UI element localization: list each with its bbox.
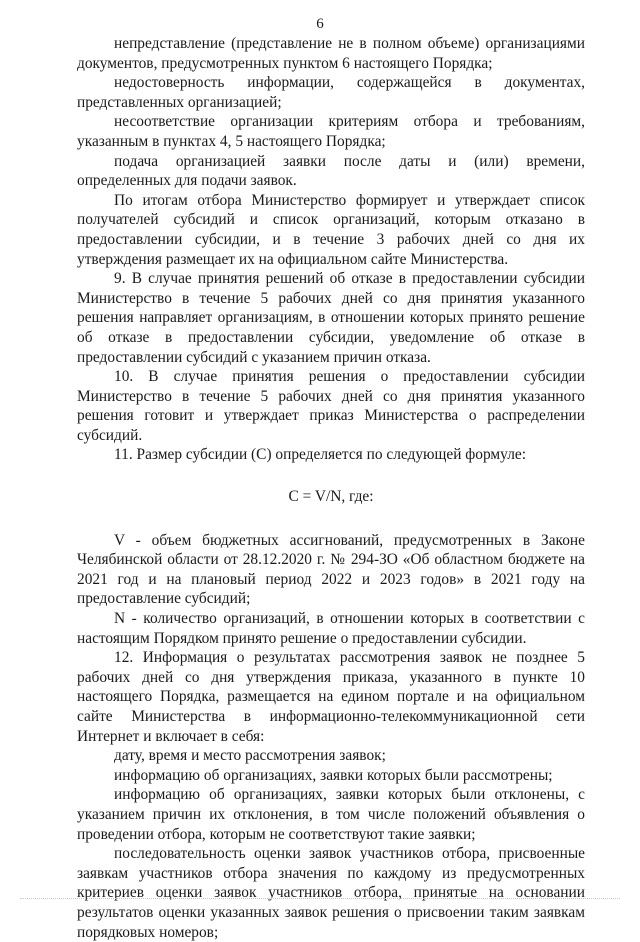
definition-v: V - объем бюджетных ассигнований, предусмотренных в Законе Челябинской области от 28.12.2020 г. № 294-ЗО «Об областном бюджете на 2021 год и на плановый период 2022 и 2023 годов» в 2021 году на предоставление субсидий;	[77, 531, 585, 608]
paragraph-non-submission: непредставление (представление не в полном объеме) организациями документов, предусмотренных пунктом 6 настоящего Порядка;	[77, 35, 585, 72]
document-body	[77, 34, 585, 942]
paragraph-selection-results: По итогам отбора Министерство формирует и утверждает список получателей субсидий и список организаций, которым отказано в предоставлении субсидии, и в течение 3 рабочих дней со дня их утверждения размещает их на официальном сайте Министерства.	[77, 191, 585, 268]
paragraph-item-12: 12. Информация о результатах рассмотрения заявок не позднее 5 рабочих дней со дня утверждения приказа, указанного в пункте 10 настоящего Порядка, размещается на едином портале и на официальном сайте Министерства в информационно-телекоммуникационной сети Интернет и включает в себя:	[77, 649, 585, 745]
paragraph-item-9: 9. В случае принятия решений об отказе в предоставлении субсидии Министерство в течение 5 рабочих дней со дня принятия указанного решения направляет организациям, в отношении которых принято решение об отказе в предоставлении субсидии, уведомление об отказе в предоставлении субсидий с указанием причин отказа.	[77, 270, 585, 366]
page-number: 6	[316, 16, 324, 32]
list-item-reviewed-orgs: информацию об организациях, заявки которых были рассмотрены;	[114, 766, 553, 784]
scan-footer-line	[20, 898, 620, 899]
subsidy-formula: C = V/N, где:	[288, 488, 374, 506]
paragraph-unreliable-info: недостоверность информации, содержащейся в документах, представленных организацией;	[77, 74, 585, 111]
paragraph-item-10: 10. В случае принятия решения о предоставлении субсидии Министерство в течение 5 рабочих дней со дня принятия указанного решения готовит и утверждает приказ Министерства о распределении субсидий.	[77, 368, 585, 444]
definition-n: N - количество организаций, в отношении которых в соответствии с настоящим Порядком принято решение о предоставлении субсидии.	[77, 610, 585, 647]
paragraph-late-submission: подача организацией заявки после даты и (или) времени, определенных для подачи заявок.	[77, 152, 585, 190]
list-item-review-date: дату, время и место рассмотрения заявок;	[114, 747, 386, 765]
paragraph-criteria-mismatch: несоответствие организации критериям отбора и требованиям, указанным в пунктах 4, 5 настоящего Порядка;	[77, 113, 585, 150]
paragraph-item-11: 11. Размер субсидии (С) определяется по следующей формуле:	[114, 446, 526, 464]
list-item-rejected-orgs: информацию об организациях, заявки которых были отклонены, с указанием причин их отклонения, в том числе положений объявления о проведении отбора, которым не соответствуют такие заявки;	[77, 786, 585, 843]
list-item-evaluation-sequence: последовательность оценки заявок участников отбора, присвоенные заявкам участников отбора значения по каждому из предусмотренных критериев оценки заявок участников отбора, принятые на основании результатов оценки указанных заявок решения о присвоении таким заявкам порядковых номеров;	[77, 845, 585, 941]
